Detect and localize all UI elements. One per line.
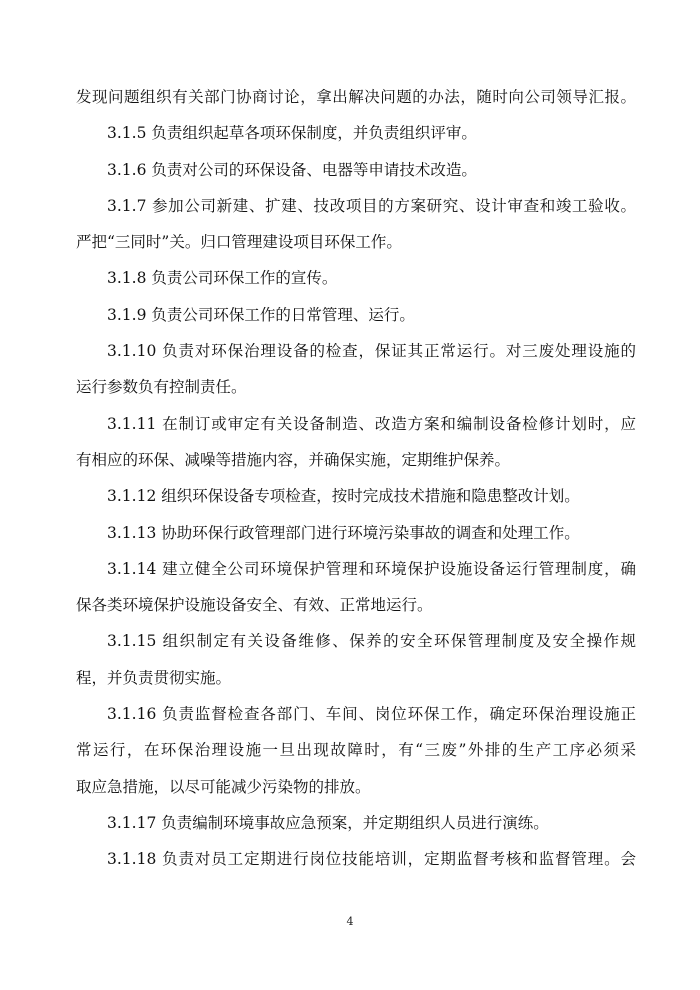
text-line: 3.1.10 负责对环保治理设备的检查，保证其正常运行。对三废处理设施的 [107,342,636,361]
text-line: 3.1.15 组织制定有关设备维修、保养的安全环保管理制度及安全操作规 [107,632,636,651]
text-line: 保各类环境保护设施设备安全、有效、正常地运行。 [76,596,433,615]
text-line: 运行参数负有控制责任。 [76,378,247,397]
text-line: 3.1.8 负责公司环保工作的宣传。 [107,269,338,288]
text-line: 3.1.17 负责编制环境事故应急预案，并定期组织人员进行演练。 [107,813,549,832]
text-line: 严把“三同时”关。归口管理建设项目环保工作。 [76,233,402,252]
text-line: 取应急措施，以尽可能减少污染物的排放。 [76,777,371,796]
text-line: 3.1.7 参加公司新建、扩建、技改项目的方案研究、设计审查和竣工验收。 [107,196,636,215]
text-line: 3.1.6 负责对公司的环保设备、电器等申请技术改造。 [107,160,477,179]
document-body [76,86,636,885]
text-line: 3.1.9 负责公司环保工作的日常管理、运行。 [107,305,415,324]
text-line: 常运行，在环保治理设施一旦出现故障时，有“三废”外排的生产工序必须采 [76,741,636,760]
text-line: 3.1.12 组织环保设备专项检查，按时完成技术措施和隐患整改计划。 [107,487,580,506]
text-line: 3.1.13 协助环保行政管理部门进行环境污染事故的调查和处理工作。 [107,523,580,542]
page-number: 4 [346,915,354,928]
text-line: 3.1.5 负责组织起草各项环保制度，并负责组织评审。 [107,124,477,143]
text-line: 3.1.11 在制订或审定有关设备制造、改造方案和编制设备检修计划时，应 [107,414,636,433]
text-line: 3.1.16 负责监督检查各部门、车间、岗位环保工作，确定环保治理设施正 [107,705,636,724]
text-line: 3.1.14 建立健全公司环境保护管理和环境保护设施设备运行管理制度，确 [107,559,636,578]
text-line: 发现问题组织有关部门协商讨论，拿出解决问题的办法，随时向公司领导汇报。 [76,88,636,106]
text-line: 3.1.18 负责对员工定期进行岗位技能培训，定期监督考核和监督管理。会 [107,850,636,869]
text-line: 程，并负责贯彻实施。 [76,668,232,687]
text-line: 有相应的环保、减噪等措施内容，并确保实施，定期维护保养。 [76,450,511,469]
